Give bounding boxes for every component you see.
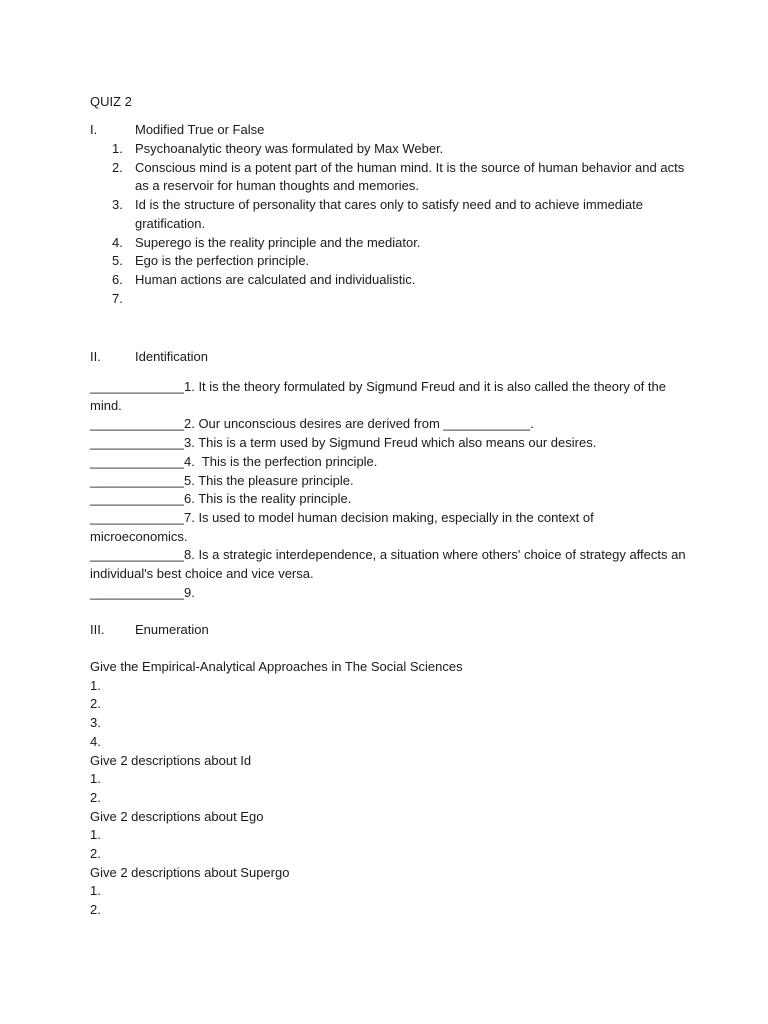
enumeration-answer-line: 1.: [90, 771, 101, 787]
identification-item: _____________7. Is used to model human decision making, especially in the context of microeconomics.: [90, 509, 598, 544]
enumeration-prompt: Give the Empirical-Analytical Approaches in The Social Sciences: [90, 659, 463, 674]
enumeration-answer-line: 2.: [90, 789, 101, 805]
section-1-title: Modified True or False: [135, 122, 265, 137]
list-item: [90, 159, 690, 196]
enumeration-answer-line: 2.: [90, 902, 101, 918]
enumeration-answer-line: 2.: [90, 696, 101, 712]
enumeration-answer-line: 1.: [90, 883, 101, 899]
list-item: [90, 234, 690, 253]
enumeration-prompt: Give 2 descriptions about Ego: [90, 808, 264, 824]
identification-item: _____________2. Our unconscious desires are derived from ____________.: [90, 416, 534, 432]
list-item-number: 2.: [112, 159, 123, 175]
list-item-text: Psychoanalytic theory was formulated by Max Weber.: [135, 141, 444, 156]
list-item-number: 7.: [112, 290, 123, 306]
identification-item: _____________1. It is the theory formulated by Sigmund Freud and it is also called the theory of the mind.: [90, 379, 670, 413]
identification-item: _____________9.: [90, 584, 195, 600]
list-item: [90, 252, 690, 271]
section-1-number: I.: [90, 122, 98, 137]
section-3-heading: [90, 621, 690, 639]
list-item-number: 6.: [112, 271, 123, 287]
identification-item: _____________8. Is a strategic interdependence, a situation where others' choice of strategy affects an individual's best choice and vice versa.: [90, 547, 690, 582]
enumeration-answer-line: 4.: [90, 733, 101, 749]
section-2-heading: [90, 348, 690, 366]
section-3-number: III.: [90, 622, 105, 637]
enumeration-answer-line: 1.: [90, 827, 101, 843]
enumeration-list: [90, 658, 690, 920]
section-2-number: II.: [90, 349, 101, 364]
section-3-title: Enumeration: [135, 622, 209, 637]
list-item-number: 1.: [112, 141, 123, 156]
identification-item: _____________3. This is a term used by Sigmund Freud which also means our desires.: [90, 435, 597, 451]
section-2-title: Identification: [135, 349, 208, 364]
true-false-list: [90, 140, 690, 308]
enumeration-prompt: Give 2 descriptions about Supergo: [90, 864, 290, 880]
list-item: [90, 271, 690, 290]
enumeration-answer-line: 1.: [90, 677, 101, 693]
list-item: [90, 196, 690, 233]
list-item-text: Human actions are calculated and individualistic.: [135, 271, 416, 287]
list-item: [90, 290, 690, 309]
quiz-title: QUIZ 2: [90, 94, 132, 109]
list-item-number: 4.: [112, 234, 123, 250]
identification-item: _____________4. This is the perfection principle.: [90, 453, 378, 469]
identification-item: _____________6. This is the reality principle.: [90, 491, 352, 507]
enumeration-answer-line: 2.: [90, 846, 101, 862]
list-item-text: Ego is the perfection principle.: [135, 253, 310, 269]
section-1-heading: [90, 121, 690, 139]
identification-item: _____________5. This the pleasure principle.: [90, 472, 354, 488]
list-item-text: Id is the structure of personality that cares only to satisfy need and to achieve immediate gratification.: [135, 197, 643, 231]
list-item-text: Conscious mind is a potent part of the human mind. It is the source of human behavior and acts as a reservoir for human thoughts and memories.: [135, 159, 685, 194]
list-item-number: 5.: [112, 253, 123, 269]
list-item-text: Superego is the reality principle and the mediator.: [135, 234, 421, 250]
enumeration-prompt: Give 2 descriptions about Id: [90, 752, 252, 768]
identification-list: [90, 378, 690, 602]
list-item-number: 3.: [112, 197, 123, 213]
list-item: [90, 140, 690, 159]
enumeration-answer-line: 3.: [90, 715, 101, 731]
